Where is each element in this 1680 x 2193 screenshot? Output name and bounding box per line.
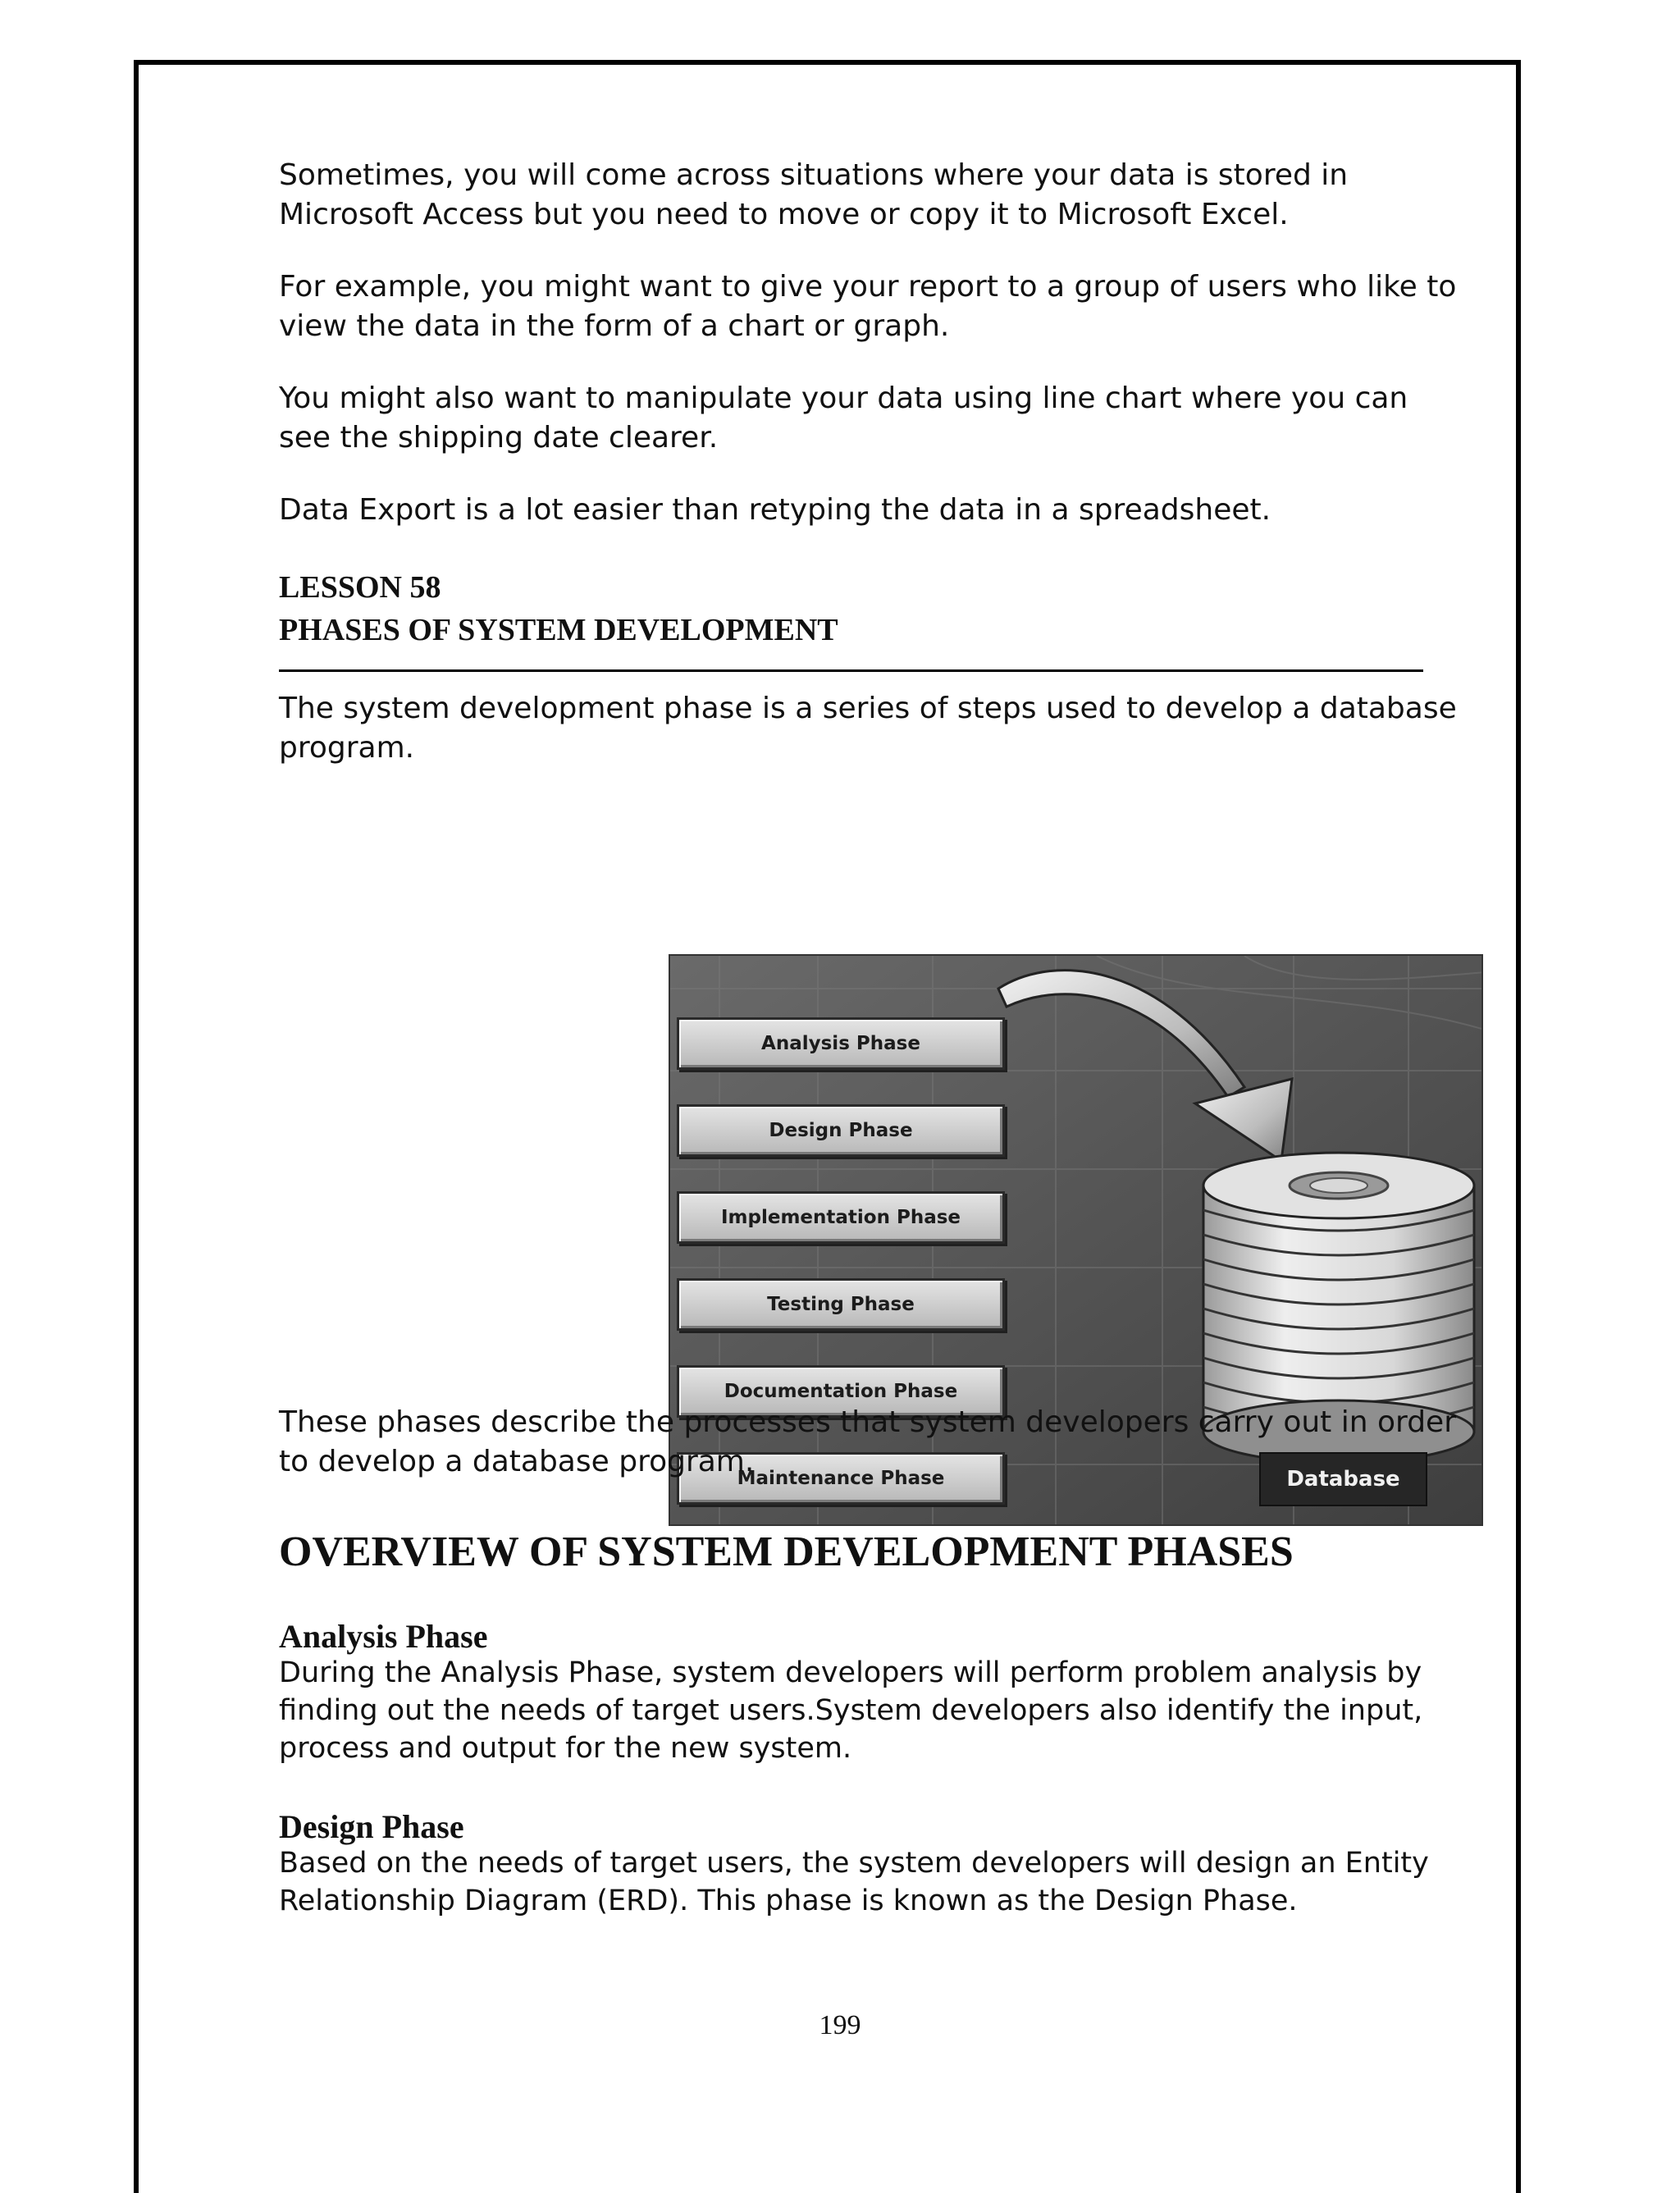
heading-divider [279,669,1423,672]
documentation-phase-box: Documentation Phase [677,1365,1005,1418]
phases-description-paragraph: These phases describe the processes that system developers carry out in order to develop a database program. [279,1405,1456,1478]
intro-paragraph-1: Sometimes, you will come across situations where your data is stored in Microsoft Access but you need to move or copy it to Microsoft Excel. [279,158,1349,231]
database-label: Database [1259,1452,1427,1506]
testing-phase-box: Testing Phase [677,1278,1005,1331]
lesson-heading [279,566,838,651]
design-phase-body: Based on the needs of target users, the system developers will design an Entity Relationship Diagram (ERD). This phase is known as the Design Phase. [279,1847,1429,1917]
intro-paragraph-4: Data Export is a lot easier than retyping the data in a spreadsheet. [279,493,1271,527]
lesson-number: LESSON 58 [279,570,441,605]
overview-heading: OVERVIEW OF SYSTEM DEVELOPMENT PHASES [279,1528,1294,1575]
intro-paragraph-2: For example, you might want to give your report to a group of users who like to view the data in the form of a chart or graph. [279,270,1457,343]
analysis-phase-box: Analysis Phase [677,1017,1005,1070]
analysis-phase-body: During the Analysis Phase, system developers will perform problem analysis by finding out the needs of target users.System developers also identify the input, process and output for the new system. [279,1656,1423,1765]
implementation-phase-box: Implementation Phase [677,1191,1005,1244]
page-number: 199 [819,2010,861,2040]
design-phase-box: Design Phase [677,1104,1005,1157]
intro-paragraph-3: You might also want to manipulate your data using line chart where you can see the shipping date clearer. [279,381,1408,455]
analysis-phase-heading: Analysis Phase [279,1618,488,1655]
maintenance-phase-box: Maintenance Phase [677,1452,1005,1505]
lesson-title: PHASES OF SYSTEM DEVELOPMENT [279,613,838,647]
design-phase-heading: Design Phase [279,1808,464,1845]
lesson-intro-paragraph: The system development phase is a series of steps used to develop a database program. [279,692,1457,765]
